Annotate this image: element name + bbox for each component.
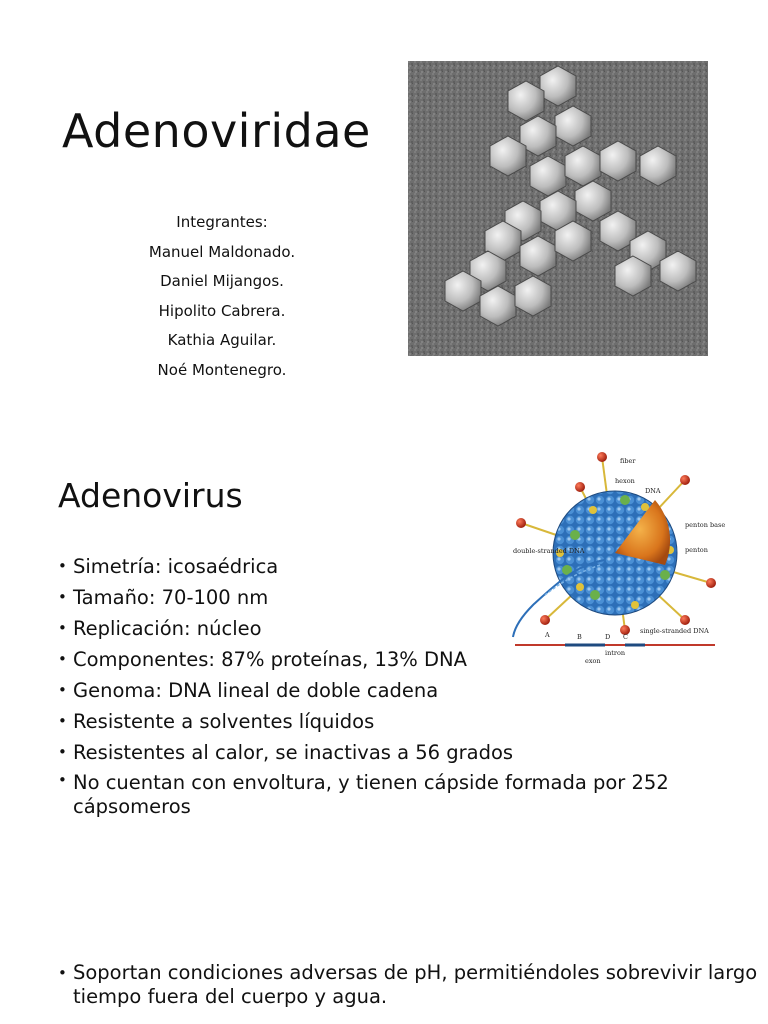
- member-item: Kathia Aguilar.: [167, 331, 277, 349]
- members-heading: Integrantes:: [176, 213, 268, 231]
- label-c: C: [623, 633, 628, 641]
- label-penton-base: penton base: [685, 521, 726, 529]
- member-item: Noé Montenegro.: [157, 360, 287, 379]
- label-intron: intron: [605, 649, 626, 657]
- label-a: A: [545, 631, 550, 639]
- label-double-stranded: double-stranded DNA: [513, 547, 585, 555]
- member-item: Daniel Mijangos.: [160, 272, 284, 290]
- list-item: • Simetría: icosaédrica: [58, 551, 758, 582]
- label-exon: exon: [585, 657, 601, 665]
- member-item: Hipolito Cabrera.: [158, 301, 286, 320]
- label-dna: DNA: [645, 487, 661, 495]
- section-heading: Adenovirus: [58, 476, 243, 515]
- label-single-stranded: single-stranded DNA: [640, 627, 709, 635]
- electron-micrograph-image: [408, 61, 708, 356]
- label-b: B: [577, 633, 582, 641]
- label-penton: penton: [685, 546, 708, 554]
- list-item: • Resistentes al calor, se inactivas a 56 grados: [58, 737, 758, 768]
- list-item: • Genoma: DNA lineal de doble cadena: [58, 675, 758, 706]
- member-item: Manuel Maldonado.: [148, 242, 296, 261]
- list-item: • Replicación: núcleo: [58, 613, 758, 644]
- list-item: • Soportan condiciones adversas de pH, permitiéndoles sobrevivir largo tiempo fuera del cuerpo y agua.: [58, 961, 758, 1009]
- members-list: [118, 208, 326, 385]
- label-hexon: hexon: [615, 477, 635, 485]
- label-fiber: fiber: [620, 457, 636, 465]
- slide-title: Adenoviridae: [62, 104, 371, 158]
- label-d: D: [605, 633, 611, 641]
- list-item: • Componentes: 87% proteínas, 13% DNA: [58, 644, 758, 675]
- list-item: • Tamaño: 70-100 nm: [58, 582, 758, 613]
- list-item: • Resistente a solventes líquidos: [58, 706, 758, 737]
- list-item: • No cuentan con envoltura, y tienen cápside formada por 252 cápsomeros: [58, 768, 758, 819]
- environment-facts-list: [58, 961, 758, 1019]
- adenovirus-facts-list: [58, 551, 758, 819]
